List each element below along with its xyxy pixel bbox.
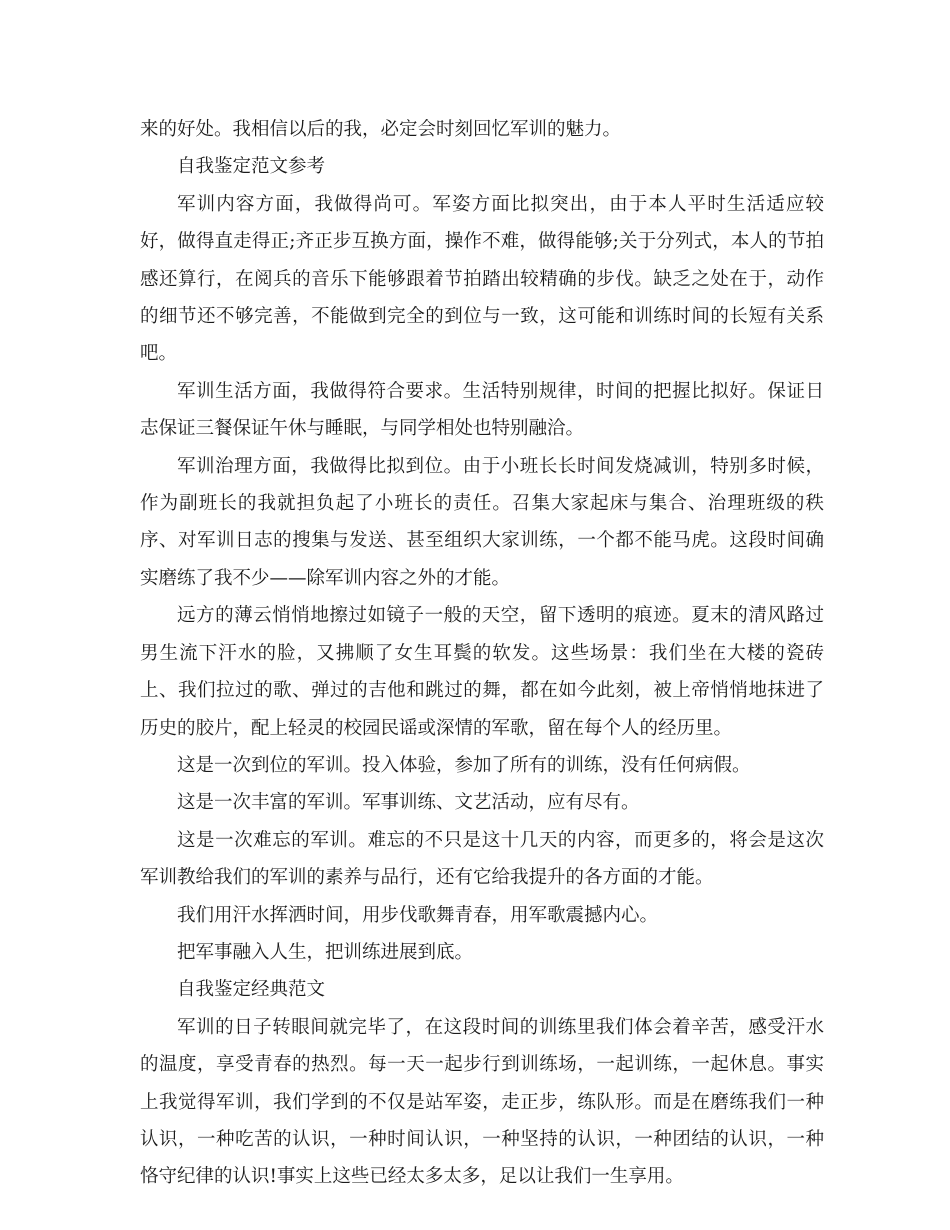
section-heading-classic: 自我鉴定经典范文 bbox=[177, 979, 326, 1001]
paragraph-rich-training: 这是一次丰富的军训。军事训练、文艺活动，应有尽有。 bbox=[177, 792, 640, 814]
paragraph-continuation: 来的好处。我相信以后的我，必定会时刻回忆军训的魅力。 bbox=[140, 119, 622, 140]
paragraph-training-life: 军训生活方面，我做得符合要求。生活特别规律，时间的把握比拟好。保证日志保证三餐保证午休与睡眠，与同学相处也特别融洽。 bbox=[140, 380, 824, 440]
paragraph-sweat-time: 我们用汗水挥洒时间，用步伐歌舞青春，用军歌震撼内心。 bbox=[177, 904, 659, 926]
section-heading-reference: 自我鉴定范文参考 bbox=[177, 156, 326, 178]
paragraph-complete-training: 这是一次到位的军训。投入体验，参加了所有的训练，没有任何病假。 bbox=[177, 754, 751, 776]
paragraph-scenery: 远方的薄云悄悄地擦过如镜子一般的天空，留下透明的痕迹。夏末的清风路过男生流下汗水的脸，又拂顺了女生耳鬓的软发。这些场景：我们坐在大楼的瓷砖上、我们拉过的歌、弹过的吉他和跳过的舞，都在如今此刻，被上帝悄悄地抹进了历史的胶片，配上轻灵的校园民谣或深情的军歌，留在每个人的经历里。 bbox=[140, 605, 824, 739]
paragraph-training-end: 军训的日子转眼间就完毕了，在这段时间的训练里我们体会着辛苦，感受汗水的温度，享受青春的热烈。每一天一起步行到训练场，一起训练，一起休息。事实上我觉得军训，我们学到的不仅是站军姿，走正步，练队形。而是在磨练我们一种认识，一种吃苦的认识，一种时间认识，一种坚持的认识，一种团结的认识，一种恪守纪律的认识!事实上这些已经太多太多，足以让我们一生享用。 bbox=[140, 1016, 824, 1188]
paragraph-memorable-training: 这是一次难忘的军训。难忘的不只是这十几天的内容，而更多的，将会是这次军训教给我们的军训的素养与品行，还有它给我提升的各方面的才能。 bbox=[140, 829, 824, 889]
document-body bbox=[140, 111, 824, 1196]
paragraph-training-management: 军训治理方面，我做得比拟到位。由于小班长长时间发烧减训，特别多时候，作为副班长的我就担负起了小班长的责任。召集大家起床与集合、治理班级的秩序、对军训日志的搜集与发送、甚至组织大家训练，一个都不能马虎。这段时间确实磨练了我不少——除军训内容之外的才能。 bbox=[140, 455, 824, 589]
paragraph-military-life: 把军事融入人生，把训练进展到底。 bbox=[177, 941, 474, 963]
paragraph-training-content: 军训内容方面，我做得尚可。军姿方面比拟突出，由于本人平时生活适应较好，做得直走得正;齐正步互换方面，操作不难，做得能够;关于分列式，本人的节拍感还算行，在阅兵的音乐下能够跟着节拍踏出较精确的步伐。缺乏之处在于，动作的细节还不够完善，不能做到完全的到位与一致，这可能和训练时间的长短有关系吧。 bbox=[140, 193, 824, 365]
